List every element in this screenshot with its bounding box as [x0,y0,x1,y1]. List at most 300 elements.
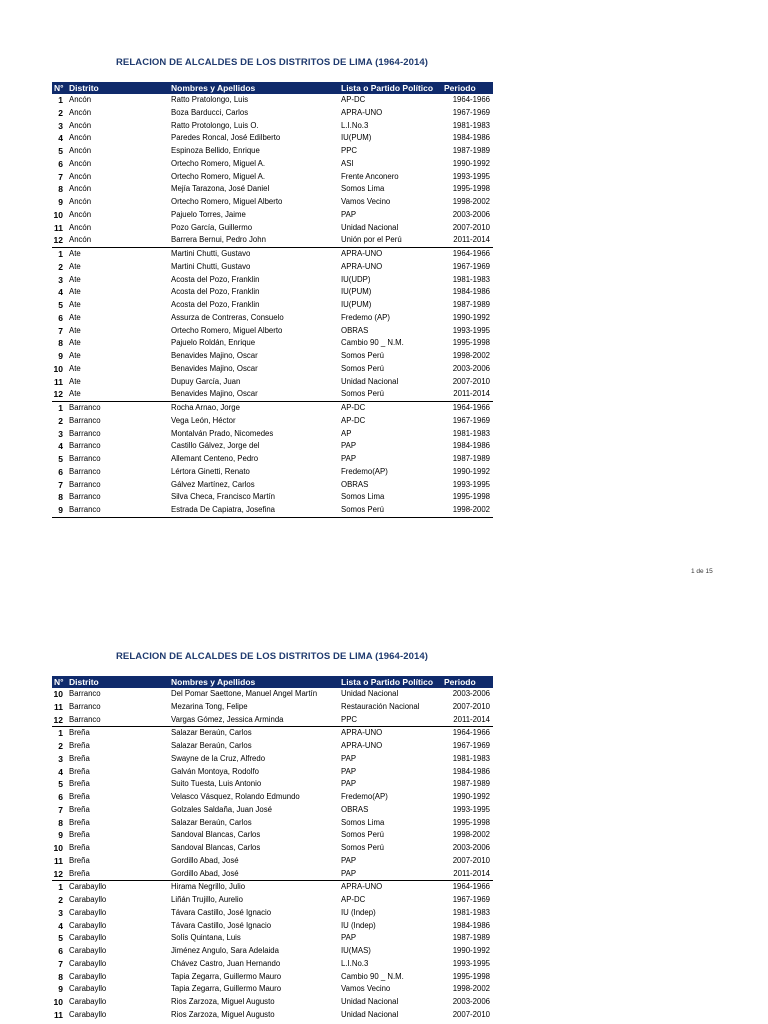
row-number: 10 [53,363,63,374]
row-number: 4 [58,441,63,452]
name-cell: Paredes Roncal, José Edilberto [171,133,281,143]
district-cell: Ancón [69,235,92,245]
party-cell: IU (Indep) [341,920,376,930]
row-number: 9 [52,504,67,517]
name-cell: Galván Montoya, Rodolfo [171,766,259,776]
table-row [52,376,493,389]
table-row [52,415,493,428]
row-number: 6 [58,158,63,169]
period-cell: 1990-1992 [452,792,490,801]
table-row [52,491,493,504]
name-cell: Suito Tuesta, Luis Antonio [171,779,262,789]
period-cell: 1967-1969 [452,261,490,271]
name-cell: Távara Castillo, José Ignacio [171,907,272,917]
period-cell: 2003-2006 [452,209,490,219]
header-name: Nombres y Apellidos [169,676,339,688]
district-cell: Breña [69,868,90,878]
row-number: 1 [52,402,67,415]
name-cell: Ortecho Romero, Miguel Alberto [171,197,283,206]
name-cell: Ratto Pratolongo, Luis [171,95,249,104]
party-cell: ASI [341,158,354,168]
table-row [52,299,493,312]
name-cell: Dupuy García, Juan [171,376,241,386]
party-cell: Somos Perú [341,363,384,373]
party-cell: Fredemo (AP) [341,312,390,322]
name-cell: Mezarina Tong, Felipe [171,701,248,711]
party-cell: AP-DC [341,895,366,904]
period-cell: 2011-2014 [453,714,490,724]
district-cell: Ate [69,351,81,360]
district-cell: Breña [69,830,90,840]
row-number: 10 [53,689,63,699]
period-cell: 1993-1995 [452,958,490,968]
header-district: Distrito [67,82,169,94]
table-row [52,983,493,996]
period-cell: 1987-1989 [452,933,490,943]
party-cell: Cambio 90 _ N.M. [341,338,404,348]
district-cell: Breña [69,766,90,776]
row-number: 9 [58,351,63,361]
name-cell: Martini Chutti, Gustavo [169,248,339,261]
row-number: 6 [58,946,63,956]
district-cell: Carabayllo [69,1009,107,1019]
table-row [52,688,493,701]
name-cell: Assurza de Contreras, Consuelo [171,312,284,322]
table-row [52,479,493,492]
table-body [52,688,493,1022]
name-cell: Jiménez Angulo, Sara Adelaida [171,946,279,955]
district-cell: Breña [69,753,90,763]
period-cell: 2003-2006 [452,689,490,698]
table-row [52,958,493,971]
district-cell: Breña [69,843,90,852]
name-cell: Montalván Prado, Nicomedes [171,428,274,438]
row-number: 1 [52,727,67,740]
district-cell: Barranco [69,466,101,476]
table-row [52,209,493,222]
name-cell: Gordillo Abad, José [171,868,239,878]
table-row [52,894,493,907]
period-cell: 1981-1983 [452,907,490,917]
table-row [52,234,493,247]
header-number: N° [52,82,67,94]
period-cell: 1984-1986 [452,920,490,930]
page-title: RELACION DE ALCALDES DE LOS DISTRITOS DE LIMA (1964-2014) [115,651,429,662]
name-cell: Tapia Zegarra, Guillermo Mauro [171,971,282,981]
party-cell: APRA-UNO [339,881,444,894]
row-number: 12 [53,235,63,246]
row-number: 1 [58,95,63,105]
table-row [52,920,493,933]
period-cell: 1990-1992 [452,158,490,168]
name-cell: Sandoval Blancas, Carlos [171,830,261,840]
table-row [52,1009,493,1022]
party-cell: L.I.No.3 [341,120,369,130]
party-cell: Unidad Nacional [341,1009,399,1019]
row-number: 7 [58,804,63,815]
district-cell: Ate [69,300,81,309]
district-cell: Ancón [69,222,92,232]
party-cell: Somos Perú [341,830,384,840]
table-row [52,312,493,325]
period-cell: 1987-1989 [452,300,490,309]
period-cell: 1964-1966 [444,727,493,740]
table-row [52,337,493,350]
district-cell: Ancón [69,95,92,104]
period-cell: 1984-1986 [452,287,490,297]
party-cell: Unión por el Perú [341,235,402,245]
name-cell: Del Pomar Saettone, Manuel Angel Martín [171,689,318,698]
table-row [52,158,493,171]
name-cell: Benavides Majino, Oscar [171,363,258,373]
table-row [52,453,493,466]
period-cell: 1993-1995 [452,325,490,335]
district-cell: Barranco [67,402,169,415]
period-cell: 1967-1969 [452,741,490,750]
table-row [52,428,493,441]
table-row [52,196,493,209]
party-cell: Somos Perú [341,351,384,360]
row-number: 12 [53,714,63,725]
name-cell: Castillo Gálvez, Jorge del [171,441,260,451]
district-cell: Breña [69,779,90,789]
period-cell: 1987-1989 [452,454,490,463]
name-cell: Pajuelo Roldán, Enrique [171,338,256,348]
name-cell: Espinoza Bellido, Enrique [171,146,260,155]
table-row [52,388,493,401]
party-cell: Somos Lima [341,817,385,827]
name-cell: Rios Zarzoza, Miguel Augusto [171,997,275,1006]
table-row [52,274,493,287]
district-cell: Ancón [69,209,92,219]
period-cell: 2011-2014 [453,389,490,399]
row-number: 12 [53,389,63,400]
period-cell: 1993-1995 [452,479,490,489]
table-row [52,868,493,881]
table-row [52,727,493,740]
mayors-table [52,82,493,518]
row-number: 2 [58,895,63,905]
name-cell: Acosta del Pozo, Franklin [171,300,260,309]
party-cell: Somos Lima [341,184,385,194]
table-row [52,842,493,855]
header-party: Lista o Partido Político [339,676,444,688]
table-row [52,363,493,376]
name-cell: Solís Quintana, Luis [171,933,241,943]
party-cell: IU(UDP) [341,274,371,284]
district-cell: Ancón [69,158,92,168]
district-cell: Barranco [69,714,101,724]
table-row [52,701,493,714]
period-cell: 1995-1998 [452,817,490,827]
name-cell: Mejía Tarazona, José Daniel [171,184,270,194]
district-cell: Carabayllo [69,907,107,917]
table-row [52,222,493,235]
name-cell: Salazar Beraún, Carlos [171,817,252,827]
period-cell: 2003-2006 [452,363,490,373]
page-number: 1 de 15 [691,568,713,575]
period-cell: 1987-1989 [452,146,490,155]
party-cell: Restauración Nacional [341,701,420,711]
period-cell: 1995-1998 [452,492,490,502]
row-number: 1 [52,248,67,261]
district-cell: Ancón [69,120,92,130]
district-cell: Carabayllo [69,971,107,981]
party-cell: AP-DC [341,415,366,425]
name-cell: Gordillo Abad, José [171,855,239,865]
row-number: 6 [58,792,63,802]
name-cell: Rios Zarzoza, Miguel Augusto [171,1009,275,1019]
row-number: 3 [58,120,63,131]
table-row [52,183,493,196]
party-cell: PAP [341,933,357,943]
table-row [52,402,493,415]
row-number: 8 [58,492,63,503]
table-row [52,855,493,868]
name-cell: Swayne de la Cruz, Alfredo [171,753,266,763]
district-cell: Ate [69,325,81,335]
row-number: 10 [53,997,63,1007]
row-number: 11 [54,855,63,866]
name-cell: Silva Checa, Francisco Martín [171,492,275,502]
period-cell: 1995-1998 [452,184,490,194]
row-number: 3 [58,274,63,285]
district-cell: Breña [69,741,90,750]
party-cell: PAP [341,441,357,451]
row-number: 6 [58,466,63,477]
period-cell: 1964-1966 [444,402,493,415]
name-cell: Gálvez Martínez, Carlos [171,479,255,489]
row-number: 4 [58,766,63,777]
table-row [52,466,493,479]
row-number: 7 [58,325,63,336]
party-cell: IU(PUM) [341,287,372,297]
table-row [52,945,493,958]
party-cell: Unidad Nacional [341,376,399,386]
table-row [52,325,493,338]
period-cell: 2003-2006 [452,843,490,852]
table-row [52,145,493,158]
name-cell: Ortecho Romero, Miguel A. [171,171,266,181]
row-number: 4 [58,287,63,298]
table-row [52,504,493,517]
table-row [52,740,493,753]
header-name: Nombres y Apellidos [169,82,339,94]
row-number: 3 [58,428,63,439]
name-cell: Barrera Bernui, Pedro John [171,235,266,245]
period-cell: 1981-1983 [452,753,490,763]
period-cell: 1984-1986 [452,441,490,451]
name-cell: Sandoval Blancas, Carlos [171,843,261,852]
district-cell: Ate [69,338,81,348]
party-cell: Somos Perú [341,843,384,852]
row-number: 5 [58,933,63,944]
district-cell: Ancón [69,197,92,206]
table-row [52,932,493,945]
row-number: 8 [58,184,63,195]
row-number: 12 [53,868,63,879]
party-cell: OBRAS [341,479,369,489]
row-number: 9 [58,197,63,207]
district-cell: Carabayllo [69,920,107,930]
district-cell: Barranco [69,454,101,463]
table-row [52,804,493,817]
header-number: N° [52,676,67,688]
district-cell: Ancón [69,171,92,181]
row-number: 4 [58,133,63,144]
table-row [52,350,493,363]
party-cell: PAP [341,454,357,463]
name-cell: Rocha Arnao, Jorge [169,402,339,415]
row-number: 3 [58,753,63,764]
row-number: 2 [58,415,63,426]
period-cell: 1990-1992 [452,946,490,955]
period-cell: 2011-2014 [453,235,490,245]
row-number: 11 [54,376,63,387]
district-cell: Breña [69,817,90,827]
header-period: Periodo [444,82,493,94]
party-cell: Unidad Nacional [341,689,399,698]
district-cell: Carabayllo [69,984,107,994]
table-row [52,778,493,791]
row-number: 9 [58,984,63,995]
district-cell: Ancón [69,184,92,194]
period-cell: 1964-1966 [444,248,493,261]
party-cell: Vamos Vecino [341,197,391,206]
table-row [52,791,493,804]
district-cell: Ate [69,363,81,373]
party-cell: PPC [341,714,358,724]
name-cell: Vargas Gómez, Jessica Arminda [171,714,284,724]
row-number: 2 [58,107,63,118]
name-cell: Ortecho Romero, Miguel A. [171,158,266,168]
district-cell: Carabayllo [69,895,107,904]
table-row [52,907,493,920]
row-number: 4 [58,920,63,931]
district-cell: Carabayllo [69,946,107,955]
row-number: 9 [58,830,63,841]
period-cell: 1998-2002 [452,984,490,994]
district-cell: Ate [67,248,169,261]
name-cell: Pajuelo Torres, Jaime [171,209,246,219]
period-cell: 1993-1995 [452,171,490,181]
district-cell: Barranco [69,492,101,502]
district-cell: Ate [69,389,81,399]
name-cell: Martini Chutti, Gustavo [171,261,251,271]
row-number: 3 [58,907,63,918]
party-cell: APRA-UNO [341,107,383,117]
district-cell: Carabayllo [69,958,107,968]
table-body [52,94,493,517]
name-cell: Benavides Majino, Oscar [171,389,258,399]
table-row [52,94,493,107]
period-cell: 1998-2002 [444,504,493,517]
period-cell: 1990-1992 [452,466,490,476]
name-cell: Salazar Beraún, Carlos [169,727,339,740]
page-title: RELACION DE ALCALDES DE LOS DISTRITOS DE LIMA (1964-2014) [115,57,429,68]
district-cell: Carabayllo [69,997,107,1006]
district-cell: Barranco [69,689,101,698]
name-cell: Liñán Trujillo, Aurelio [171,895,243,904]
party-cell: IU(PUM) [341,300,372,309]
period-cell: 1964-1966 [452,95,490,104]
table-row [52,107,493,120]
party-cell: AP-DC [341,95,366,104]
row-number: 7 [58,479,63,490]
party-cell: AP-DC [339,402,444,415]
name-cell: Távara Castillo, José Ignacio [171,920,272,930]
name-cell: Vega León, Héctor [171,415,236,425]
row-number: 10 [53,843,63,853]
period-cell: 1964-1966 [444,881,493,894]
header-district: Distrito [67,676,169,688]
party-cell: Somos Perú [339,504,444,517]
period-cell: 2003-2006 [452,997,490,1006]
party-cell: PAP [341,209,357,219]
table-row [52,120,493,133]
district-cell: Ate [69,376,81,386]
name-cell: Ortecho Romero, Miguel Alberto [171,325,283,335]
party-cell: Cambio 90 _ N.M. [341,971,404,981]
row-number: 2 [58,261,63,272]
period-cell: 1984-1986 [452,133,490,143]
row-number: 8 [58,338,63,349]
name-cell: Chávez Castro, Juan Hernando [171,958,281,968]
table-row [52,132,493,145]
row-number: 8 [58,817,63,828]
table-row [52,996,493,1009]
name-cell: Hirama Negrillo, Julio [169,881,339,894]
district-cell: Ate [69,312,81,322]
period-cell: 1993-1995 [452,804,490,814]
party-cell: PAP [341,855,357,865]
period-cell: 1998-2002 [452,351,490,360]
name-cell: Lértora Ginetti, Renato [171,466,250,476]
period-cell: 1967-1969 [452,895,490,904]
period-cell: 1995-1998 [452,338,490,348]
party-cell: APRA-UNO [341,261,383,271]
period-cell: 1998-2002 [452,197,490,206]
table-header-row [52,82,493,94]
table-row [52,286,493,299]
name-cell: Acosta del Pozo, Franklin [171,274,260,284]
party-cell: PAP [341,766,357,776]
table-row [52,971,493,984]
period-cell: 2007-2010 [452,222,490,232]
district-cell: Ancón [69,146,92,155]
period-cell: 2007-2010 [452,376,490,386]
row-number: 11 [54,222,63,233]
period-cell: 1987-1989 [452,779,490,789]
name-cell: Allemant Centeno, Pedro [171,454,259,463]
period-cell: 1981-1983 [452,120,490,130]
party-cell: PAP [341,868,357,878]
row-number: 8 [58,971,63,982]
district-cell: Barranco [69,441,101,451]
period-cell: 1998-2002 [452,830,490,840]
party-cell: APRA-UNO [341,741,383,750]
district-cell: Barranco [69,428,101,438]
table-row [52,829,493,842]
district-cell: Carabayllo [67,881,169,894]
table-row [52,714,493,727]
party-cell: Somos Lima [341,492,385,502]
period-cell: 1984-1986 [452,766,490,776]
district-cell: Breña [69,792,90,801]
period-cell: 1995-1998 [452,971,490,981]
party-cell: Unidad Nacional [341,222,399,232]
period-cell: 1990-1992 [452,312,490,322]
